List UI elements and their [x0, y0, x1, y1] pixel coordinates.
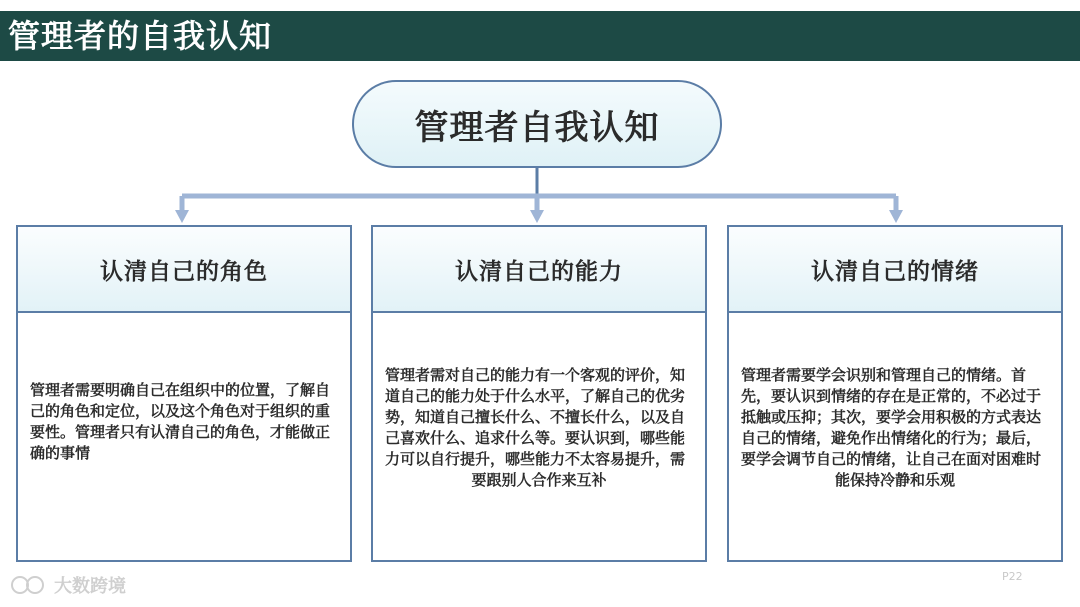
card-text: 管理者需要学会识别和管理自己的情绪。首先，要认识到情绪的存在是正常的，不必过于抵触或压抑；其次，要学会用积极的方式表达自己的情绪，避免作出情绪化的行为；最后，要学会调节自己的情绪，让自己在面对困难时能保持冷静和乐观	[741, 365, 1042, 489]
card-role	[16, 225, 352, 562]
page-number: P22	[1002, 570, 1023, 583]
card-header	[729, 227, 1061, 313]
card-header	[18, 227, 350, 313]
card-body	[373, 313, 705, 560]
card-text: 管理者需要明确自己在组织中的位置，了解自己的角色和定位，以及这个角色对于组织的重要性。管理者只有认清自己的角色，才能做正确的事情	[30, 380, 331, 462]
card-title: 认清自己的情绪	[811, 258, 979, 285]
card-header	[373, 227, 705, 313]
watermark-text: 大数跨境	[54, 576, 126, 597]
card-title: 认清自己的能力	[455, 258, 623, 285]
card-body	[729, 313, 1061, 560]
card-text: 管理者需对自己的能力有一个客观的评价，知道自己的能力处于什么水平，了解自己的优劣势，知道自己擅长什么、不擅长什么，以及自己喜欢什么、追求什么等。要认识到，哪些能力可以自行提升，哪些能力不太容易提升，需要跟别人合作来互补	[385, 365, 686, 489]
page-title: 管理者的自我认知	[8, 17, 273, 55]
watermark-logo-icon	[8, 573, 50, 597]
root-node	[352, 80, 722, 168]
card-title: 认清自己的角色	[100, 258, 268, 285]
card-body	[18, 313, 350, 560]
arrow-down-icon	[530, 210, 544, 223]
arrow-down-icon	[889, 210, 903, 223]
watermark	[8, 572, 126, 598]
card-ability	[371, 225, 707, 562]
root-node-label: 管理者自我认知	[414, 107, 660, 148]
arrow-down-icon	[175, 210, 189, 223]
card-emotion	[727, 225, 1063, 562]
